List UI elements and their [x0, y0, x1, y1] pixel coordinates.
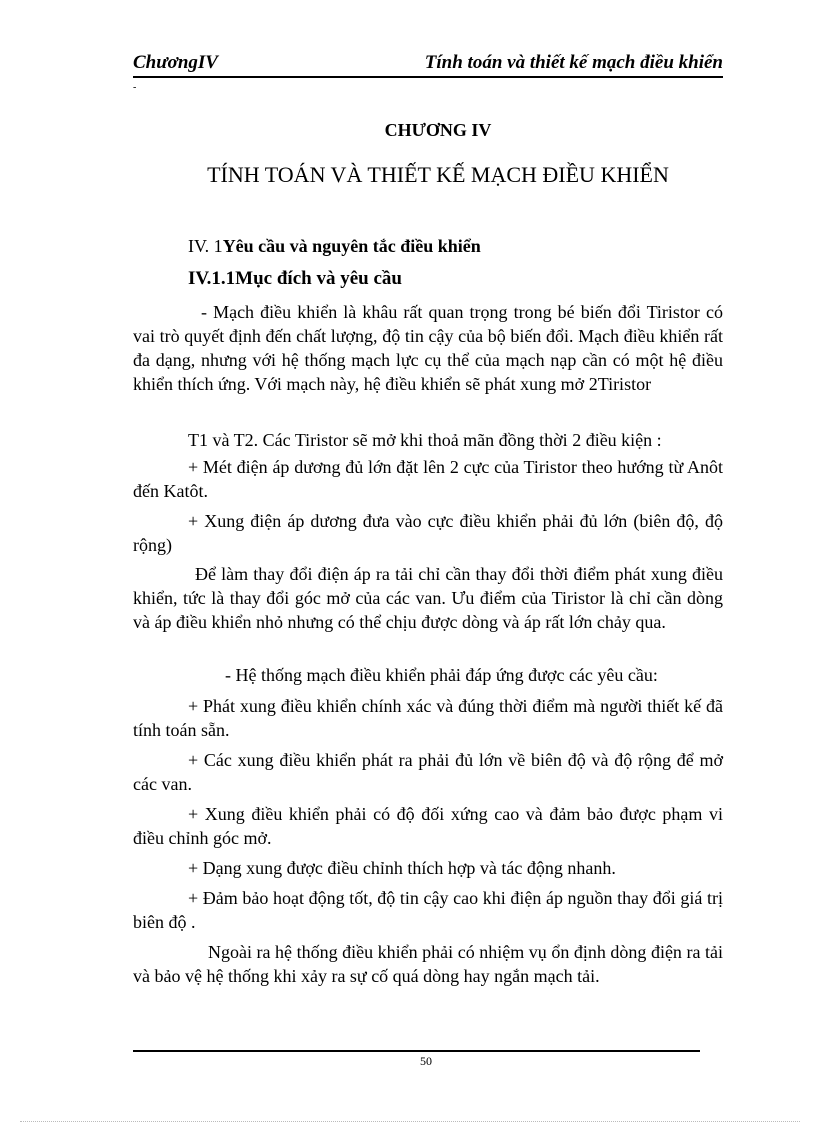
paragraph-3: + Mét điện áp dương đủ lớn đặt lên 2 cực của Tiristor theo hướng từ Anôt đến Katôt. — [133, 457, 723, 501]
page-number: 50 — [420, 1054, 432, 1068]
header-chapter-label: ChươngIV — [133, 52, 218, 73]
section-prefix: IV. 1 — [188, 236, 223, 256]
chapter-title: TÍNH TOÁN VÀ THIẾT KẾ MẠCH ĐIỀU KHIỂN — [207, 162, 669, 187]
paragraph-11: + Đảm bảo hoạt động tốt, độ tin cậy cao khi điện áp nguồn thay đổi giá trị biên độ . — [133, 888, 723, 932]
paragraph-10: + Dạng xung được điều chỉnh thích hợp và tác động nhanh. — [188, 858, 616, 878]
paragraph-5: Để làm thay đổi điện áp ra tải chỉ cần thay đổi thời điểm phát xung điều khiển, tức là thay đổi góc mở của các van. Ưu điểm của Tiristor là chỉ cần dòng và áp điều khiển nhỏ nhưng có thể chịu được dòng và áp rất lớn chảy qua. — [133, 564, 723, 632]
paragraph-12: Ngoài ra hệ thống điều khiển phải có nhiệm vụ ổn định dòng điện ra tải và bảo vệ hệ thống khi xảy ra sự cố quá dòng hay ngắn mạch tải. — [133, 942, 723, 986]
paragraph-8: + Các xung điều khiển phát ra phải đủ lớn về biên độ và độ rộng để mở các van. — [133, 750, 723, 794]
paragraph-9: + Xung điều khiển phải có độ đối xứng cao và đảm bảo được phạm vi điều chỉnh góc mở. — [133, 804, 723, 848]
subsection-heading: IV.1.1Mục đích và yêu cầu — [188, 268, 402, 289]
paragraph-1: - Mạch điều khiển là khâu rất quan trọng trong bé biến đổi Tiristor có vai trò quyết định đến chất lượng, độ tin cậy của bộ biến đổi. Mạch điều khiển rất đa dạng, nhưng với hệ thống mạch lực cụ thể của mạch nạp cần có một hệ điều khiển thích ứng. Với mạch này, hệ điều khiển sẽ phát xung mở 2Tiristor — [133, 302, 723, 394]
stray-mark: - — [133, 82, 137, 93]
paragraph-4: + Xung điện áp dương đưa vào cực điều khiển phải đủ lớn (biên độ, độ rộng) — [133, 511, 723, 555]
paragraph-7: + Phát xung điều khiển chính xác và đúng thời điểm mà người thiết kế đã tính toán sẵn. — [133, 696, 723, 740]
paragraph-2: T1 và T2. Các Tiristor sẽ mở khi thoả mãn đồng thời 2 điều kiện : — [188, 430, 662, 450]
paragraph-6: - Hệ thống mạch điều khiển phải đáp ứng được các yêu cầu: — [225, 665, 658, 685]
section-heading — [188, 236, 481, 257]
chapter-number: CHƯƠNG IV — [384, 120, 492, 140]
page-bottom-border — [20, 1121, 800, 1122]
section-title: Yêu cầu và nguyên tắc điều khiển — [222, 236, 481, 256]
footer-rule — [133, 1050, 700, 1052]
page-header — [133, 50, 723, 78]
header-chapter-title: Tính toán và thiết kế mạch điều khiển — [424, 52, 723, 73]
